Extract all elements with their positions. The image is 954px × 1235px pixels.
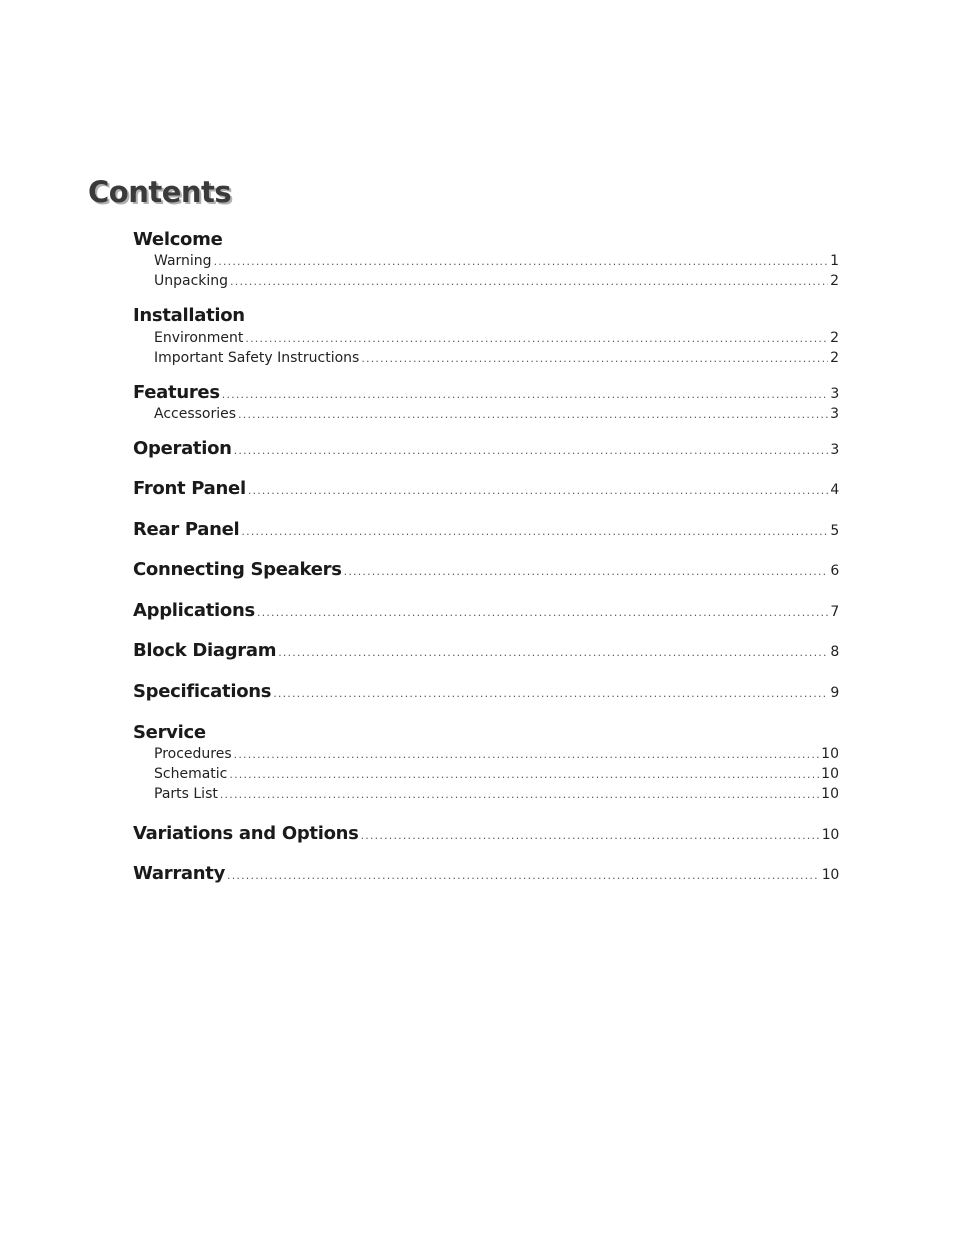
toc-section-warranty	[133, 863, 839, 884]
toc-page-number: 10	[821, 786, 839, 802]
toc-entry-label: Schematic	[154, 766, 228, 782]
toc-section-specifications	[133, 681, 839, 702]
toc-entry-label: Environment	[154, 330, 244, 346]
toc-page-number: 10	[821, 827, 839, 843]
toc-section-operation	[133, 438, 839, 459]
toc-entry-label: Accessories	[154, 406, 237, 422]
toc-entry-warning	[154, 253, 839, 269]
dot-leader	[278, 646, 828, 659]
toc-section-rear-panel	[133, 519, 839, 540]
toc-page-number: 6	[830, 563, 839, 579]
toc-section-label: Installation	[133, 305, 245, 326]
toc-page-number: 3	[830, 406, 839, 422]
toc-section-variations-and-options	[133, 823, 839, 844]
dot-leader	[257, 606, 828, 619]
toc-entry-label: Unpacking	[154, 273, 229, 289]
toc-section-label: Warranty	[133, 863, 226, 884]
toc-page-number: 7	[830, 604, 839, 620]
toc-section-welcome	[133, 229, 839, 250]
toc-page-number: 5	[830, 523, 839, 539]
toc-page-number: 2	[830, 330, 839, 346]
toc-section-label: Variations and Options	[133, 823, 359, 844]
toc-page-number: 10	[821, 766, 839, 782]
toc-section-label: Specifications	[133, 681, 272, 702]
dot-leader	[234, 444, 829, 457]
toc-section-label: Block Diagram	[133, 640, 277, 661]
table-of-contents	[133, 0, 839, 1235]
dot-leader	[241, 525, 828, 538]
dot-leader	[245, 332, 828, 345]
dot-leader	[248, 484, 829, 497]
toc-entry-environment	[154, 330, 839, 346]
dot-leader	[227, 869, 820, 882]
dot-leader	[220, 788, 819, 801]
toc-page-number: 9	[830, 685, 839, 701]
toc-section-applications	[133, 600, 839, 621]
dot-leader	[238, 408, 828, 421]
dot-leader	[234, 748, 820, 761]
toc-entry-unpacking	[154, 273, 839, 289]
toc-entry-important-safety-instructions	[154, 350, 839, 366]
toc-page-number: 3	[830, 386, 839, 402]
toc-section-label: Operation	[133, 438, 232, 459]
toc-entry-label: Important Safety Instructions	[154, 350, 360, 366]
toc-entry-accessories	[154, 406, 839, 422]
toc-entry-label: Parts List	[154, 786, 218, 802]
toc-section-label: Rear Panel	[133, 519, 240, 540]
toc-page-number: 1	[830, 253, 839, 269]
toc-entry-schematic	[154, 766, 839, 782]
dot-leader	[229, 768, 819, 781]
toc-page-number: 10	[821, 867, 839, 883]
toc-section-label: Front Panel	[133, 478, 246, 499]
dot-leader	[344, 565, 829, 578]
toc-section-front-panel	[133, 478, 839, 499]
dot-leader	[361, 352, 828, 365]
toc-page-number: 3	[830, 442, 839, 458]
toc-section-label: Welcome	[133, 229, 223, 250]
toc-entry-procedures	[154, 746, 839, 762]
toc-page-number: 2	[830, 350, 839, 366]
toc-page-number: 8	[830, 644, 839, 660]
dot-leader	[230, 275, 828, 288]
toc-section-label: Features	[133, 382, 220, 403]
toc-section-label: Service	[133, 722, 206, 743]
toc-page-number: 10	[821, 746, 839, 762]
toc-page-number: 2	[830, 273, 839, 289]
toc-section-block-diagram	[133, 640, 839, 661]
dot-leader	[273, 687, 828, 700]
toc-section-service	[133, 722, 839, 743]
dot-leader	[214, 255, 829, 268]
toc-entry-parts-list	[154, 786, 839, 802]
dot-leader	[361, 829, 820, 842]
dot-leader	[222, 388, 829, 401]
toc-entry-label: Warning	[154, 253, 212, 269]
page-title: Contents	[88, 175, 232, 209]
toc-section-label: Applications	[133, 600, 255, 621]
toc-section-features	[133, 382, 839, 403]
toc-page-number: 4	[830, 482, 839, 498]
toc-section-installation	[133, 305, 839, 326]
toc-entry-label: Procedures	[154, 746, 232, 762]
toc-section-label: Connecting Speakers	[133, 559, 342, 580]
toc-section-connecting-speakers	[133, 559, 839, 580]
